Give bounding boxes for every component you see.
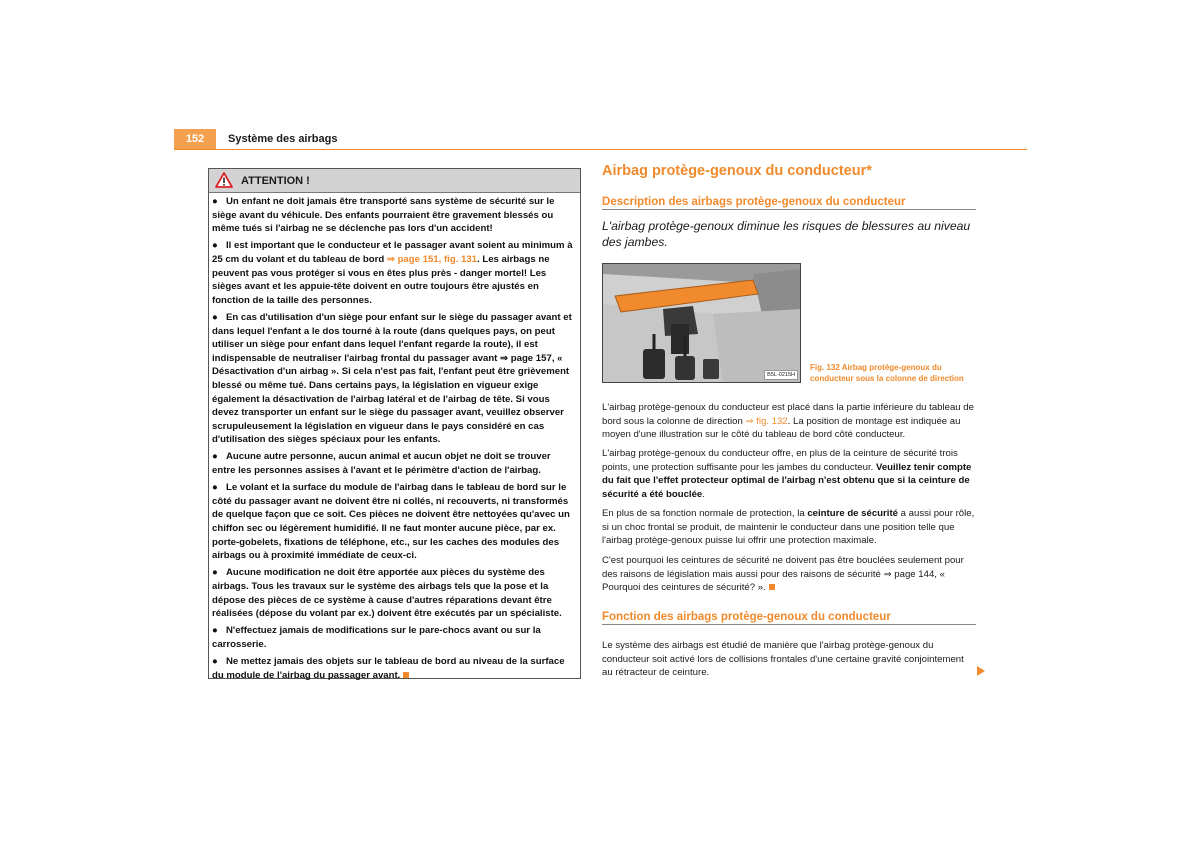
paragraph-3: En plus de sa fonction normale de protection, la ceinture de sécurité a aussi pour rôle, si un choc frontal se produit, de maintenir le conducteur dans une position telle que l'airbag protège-genoux puisse lui offrir une protection maximale. [602, 508, 975, 546]
warning-bullet: ● Aucune modification ne doit être apportée aux pièces du système des airbags. Tous les travaux sur le système des airbags tels que la pose et la dépose des pièces de ce système à cause d'autres réparations devant être réalisées (dépose du volant par ex.) doivent être exécutés par un spécialiste. [212, 567, 562, 620]
figure-caption: Fig. 132 Airbag protège-genoux du conducteur sous la colonne de direction [810, 363, 964, 383]
intro-text: L'airbag protège-genoux diminue les risques de blessures au niveau des jambes. [602, 219, 971, 249]
figure-code: B5L-0215H [764, 370, 798, 380]
warning-bullet: ● Ne mettez jamais des objets sur le tableau de bord au niveau de la surface du module de l'airbag du passager avant. [212, 656, 565, 681]
warning-body [209, 193, 580, 682]
warning-bullet: ● Aucune autre personne, aucun animal et aucun objet ne doit se trouver entre les personnes assises à l'avant et le périmètre d'action de l'airbag. [212, 451, 551, 477]
bullet-dot-icon: ● [212, 451, 218, 463]
warning-header [209, 169, 580, 193]
end-of-section-icon [769, 584, 775, 590]
bullet-dot-icon: ● [212, 482, 218, 494]
paragraph-5: Le système des airbags est étudié de manière que l'airbag protège-genoux du conducteur soit activé lors de collisions frontales d'une certaine gravité conjointement au rétracteur de ceinture. [602, 640, 964, 678]
subsection-heading-function: Fonction des airbags protège-genoux du conducteur [602, 611, 976, 625]
warning-bullet: ● En cas d'utilisation d'un siège pour enfant sur le siège du passager avant et dans lequel l'enfant a le dos tourné à la route (dans quelques pays, on peut utiliser un siège pour enfant dans lequel l'enfant regarde la route), il est indispensable de neutraliser l'airbag frontal du passager avant ⇒ page 157, « Désactivation d'un airbag ». Si cela n'est pas fait, l'enfant peut être grièvement blessé ou même tué. Dans certains pays, la législation en vigueur exige également la désactivation de l'airbag latéral et de l'airbag de tête. Si vous devez transporter un enfant sur le siège du passager avant, veuillez observer scrupuleusement la législation en vigueur dans le pays considéré en cas d'utilisation des sièges spéciaux pour les enfants. [212, 311, 572, 446]
bullet-dot-icon: ● [212, 567, 218, 579]
warning-triangle-icon [215, 172, 233, 188]
warning-title: ATTENTION ! [241, 175, 310, 187]
bullet-dot-icon: ● [212, 196, 218, 207]
paragraph-2: L'airbag protège-genoux du conducteur offre, en plus de la ceinture de sécurité trois points, une protection suffisante pour les jambes du conducteur. Veuillez tenir compte du fait que l'effet protecteur optimal de l'airbag n'est obtenu que si la ceinture de sécurité a été bouclée. [602, 448, 972, 500]
knee-airbag-drawing [603, 264, 801, 383]
bullet-dot-icon: ● [212, 311, 218, 323]
knee-airbag-illustration [602, 263, 801, 383]
warning-bullet: ● Il est important que le conducteur et le passager avant soient au minimum à 25 cm du volant et du tableau de bord ⇒ page 151, fig. 131. Les airbags ne peuvent pas vous protéger si vous en êtes plus près - danger mortel! Les sièges avant et les appuie-tête doivent en outre toujours être ajustés en fonction de la taille des personnes. [212, 240, 573, 306]
chapter-title: Système des airbags [228, 133, 338, 145]
section-title: Airbag protège-genoux du conducteur* [602, 163, 872, 179]
subsection-heading-description: Description des airbags protège-genoux du conducteur [602, 196, 976, 210]
bullet-dot-icon: ● [212, 625, 218, 637]
paragraph-1: L'airbag protège-genoux du conducteur est placé dans la partie inférieure du tableau de bord sous la colonne de direction ⇒ fig. 132. La position de montage est indiquée au moyen d'une illustration sur le côté du tableau de bord côté conducteur. [602, 402, 974, 440]
bullet-dot-icon: ● [212, 656, 218, 668]
bullet-dot-icon: ● [212, 240, 218, 252]
warning-bullet: ● Le volant et la surface du module de l'airbag dans le tableau de bord sur le côté du passager avant ne doivent être ni collés, ni recouverts, ni transformés de quelque façon que ce soit. Ces pièces ne doivent être nettoyées qu'avec un chiffon sec ou légèrement humidifié. Il ne faut monter aucune pièce, par ex. porte-gobelets, fixations de téléphone, etc., sur les caches des modules des airbags ou à proximité immédiate de ceux-ci. [212, 482, 570, 562]
paragraph-4: C'est pourquoi les ceintures de sécurité ne doivent pas être bouclées seulement pour des raisons de législation mais aussi pour des raisons de sécurité ⇒ page 144, « Pourquoi des ceintures de sécurité? ». [602, 555, 964, 593]
page-header [174, 129, 1027, 150]
continue-arrow-icon [977, 666, 985, 676]
figure-reference-link[interactable]: ⇒ fig. 132 [745, 415, 788, 427]
page-number: 152 [174, 129, 216, 149]
end-of-section-icon [403, 672, 409, 678]
warning-bullet: ● Un enfant ne doit jamais être transporté sans système de sécurité sur le siège avant du véhicule. Des enfants pourraient être gravement blessés ou même tués si l'airbag ne se déclenche pas lors d'un accident! [212, 196, 555, 235]
warning-bullet: ● N'effectuez jamais de modifications sur le pare-chocs avant ou sur la carrosserie. [212, 625, 541, 650]
page-reference-link[interactable]: ⇒ page 151, fig. 131 [386, 253, 478, 265]
warning-box [208, 168, 581, 679]
